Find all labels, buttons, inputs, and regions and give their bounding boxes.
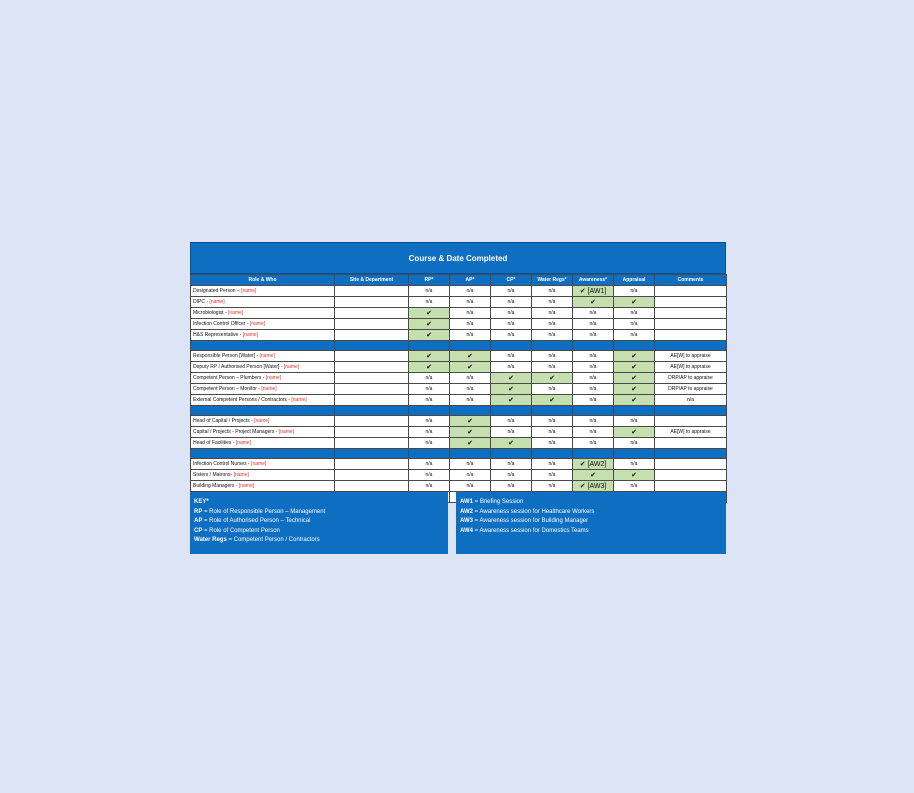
key-def: = Role of Competent Person [202,527,280,534]
separator-cell [409,449,450,459]
table-row [191,438,727,449]
awareness-cell: n/a [573,373,614,384]
name-placeholder: [name] [254,417,270,424]
separator-cell [450,341,491,351]
key-term: AP [194,518,203,524]
key-def: = Awareness session for Building Manager [473,518,589,524]
role-label: Building Managers - [193,482,239,489]
role-label: Competent Person – Plumbers - [193,374,266,381]
separator-cell [335,341,409,351]
cp-cell: n/a [491,319,532,330]
key-def: = Competent Person / Contractors [226,537,320,543]
header-appraisal: Appraisal [614,275,655,286]
appraisal-cell: ✔ [614,395,655,406]
rp-cell: ✔ [409,319,450,330]
awareness-cell: ✔ [573,470,614,481]
table-row [191,286,727,297]
site-department-cell [335,373,409,384]
key-term: Water Regs [194,537,227,543]
comment-cell: AE[W] to appraise [655,351,727,362]
table-row [191,384,727,395]
key-item [460,498,722,508]
ap-cell: n/a [450,470,491,481]
key-box-awareness [456,492,726,554]
table-row [191,330,727,341]
role-label: Infection Control Nurses - [193,460,252,467]
separator-cell [191,406,335,416]
header-rp: RP* [409,275,450,286]
comment-cell: AE[W] to appraise [655,427,727,438]
key-term: CP [194,527,203,534]
rp-cell: n/a [409,481,450,492]
site-department-cell [335,319,409,330]
key-def: = Awareness session for Domestics Teams [473,527,589,534]
separator-cell [335,449,409,459]
site-department-cell [335,459,409,470]
rp-cell: n/a [409,438,450,449]
separator-cell [614,406,655,416]
name-placeholder: [name] [241,287,257,294]
role-label: Head of Facilities - [193,439,236,446]
awareness-cell: ✔ [AW2] [573,459,614,470]
separator-cell [191,449,335,459]
cp-cell: ✔ [491,373,532,384]
rp-cell: n/a [409,395,450,406]
comment-cell [655,319,727,330]
role-cell [191,481,335,492]
separator-cell [409,341,450,351]
separator-cell [614,341,655,351]
rp-cell: n/a [409,373,450,384]
comment-cell [655,416,727,427]
name-placeholder: [name] [259,352,275,359]
ap-cell: ✔ [450,416,491,427]
group-separator [191,341,727,351]
role-label: DIPC - [193,298,210,305]
table-row [191,308,727,319]
header-row [191,275,727,286]
role-label: Sisters / Matrons- [193,471,234,478]
separator-cell [532,449,573,459]
comment-cell [655,459,727,470]
site-department-cell [335,297,409,308]
key-def: = Role of Authorised Person – Technical [202,518,311,524]
group-separator [191,406,727,416]
role-cell [191,308,335,319]
role-cell [191,459,335,470]
role-cell [191,297,335,308]
comment-cell [655,286,727,297]
ap-cell: ✔ [450,427,491,438]
name-placeholder: [name] [209,298,225,305]
separator-cell [655,341,727,351]
key-section [190,492,726,554]
cp-cell: n/a [491,481,532,492]
separator-cell [491,406,532,416]
table-row [191,362,727,373]
cp-cell: n/a [491,470,532,481]
key-item [460,517,722,527]
group-separator [191,449,727,459]
cp-cell: n/a [491,351,532,362]
table-row [191,319,727,330]
separator-cell [655,406,727,416]
table-body [191,286,727,503]
role-label: H&S Representative - [193,331,243,338]
appraisal-cell: ✔ [614,297,655,308]
rp-cell: n/a [409,427,450,438]
separator-cell [573,449,614,459]
header-cp: CP* [491,275,532,286]
rp-cell: n/a [409,384,450,395]
role-label: External Competent Persons / Contractors - [193,396,292,403]
table-row [191,416,727,427]
name-placeholder: [name] [283,363,300,370]
table-row [191,373,727,384]
name-placeholder: [name] [265,374,282,381]
role-cell [191,373,335,384]
cp-cell: ✔ [491,395,532,406]
comment-cell: AE[W] to appraise [655,362,727,373]
cp-cell: n/a [491,427,532,438]
water-regs-cell: n/a [532,459,573,470]
name-placeholder: [name] [249,320,266,327]
water-regs-cell: n/a [532,438,573,449]
appraisal-cell: ✔ [614,362,655,373]
rp-cell: n/a [409,416,450,427]
comment-cell [655,297,727,308]
rp-cell: ✔ [409,330,450,341]
key-def: = Briefing Session [473,499,524,505]
separator-cell [573,341,614,351]
comment-cell [655,308,727,319]
site-department-cell [335,286,409,297]
cp-cell: n/a [491,308,532,319]
comment-cell: n/a [655,395,727,406]
role-cell [191,351,335,362]
awareness-cell: n/a [573,351,614,362]
site-department-cell [335,351,409,362]
ap-cell: n/a [450,395,491,406]
name-placeholder: [name] [242,331,259,338]
cp-cell: n/a [491,416,532,427]
role-label: Responsible Person [Water] - [193,352,260,359]
key-heading: KEY* [194,499,209,505]
name-placeholder: [name] [228,309,244,316]
role-label: Designated Person – [193,287,242,294]
key-item [194,508,444,518]
water-regs-cell: n/a [532,297,573,308]
site-department-cell [335,438,409,449]
separator-cell [191,341,335,351]
comment-cell: DRP/AP to appraise [655,384,727,395]
role-label: Head of Capital / Projects - [193,417,255,424]
water-regs-cell: n/a [532,286,573,297]
name-placeholder: [name] [291,396,307,403]
awareness-cell: n/a [573,438,614,449]
ap-cell: n/a [450,308,491,319]
comment-cell [655,330,727,341]
role-cell [191,330,335,341]
table-row [191,351,727,362]
separator-cell [532,406,573,416]
rp-cell: n/a [409,459,450,470]
ap-cell: n/a [450,297,491,308]
ap-cell: n/a [450,286,491,297]
ap-cell: n/a [450,373,491,384]
water-regs-cell: n/a [532,384,573,395]
appraisal-cell: ✔ [614,373,655,384]
appraisal-cell: ✔ [614,427,655,438]
key-box-roles [190,492,448,554]
awareness-cell: n/a [573,427,614,438]
appraisal-cell: n/a [614,308,655,319]
site-department-cell [335,395,409,406]
separator-cell [573,406,614,416]
role-cell [191,362,335,373]
water-regs-cell: n/a [532,470,573,481]
site-department-cell [335,384,409,395]
separator-cell [450,406,491,416]
awareness-cell: n/a [573,362,614,373]
separator-cell [655,449,727,459]
cp-cell: n/a [491,459,532,470]
site-department-cell [335,330,409,341]
appraisal-cell: ✔ [614,470,655,481]
rp-cell: ✔ [409,351,450,362]
header-role: Role & Who [191,275,335,286]
header-awareness: Awareness* [573,275,614,286]
separator-cell [614,449,655,459]
role-label: Capital / Projects - Project Managers - [193,428,279,435]
separator-cell [532,341,573,351]
ap-cell: n/a [450,319,491,330]
rp-cell: n/a [409,297,450,308]
cp-cell: n/a [491,330,532,341]
rp-cell: n/a [409,470,450,481]
site-department-cell [335,470,409,481]
site-department-cell [335,416,409,427]
ap-cell: n/a [450,481,491,492]
awareness-cell: n/a [573,384,614,395]
role-label: Infection Control Officer - [193,320,250,327]
appraisal-cell: n/a [614,286,655,297]
appraisal-cell: n/a [614,481,655,492]
rp-cell: ✔ [409,362,450,373]
water-regs-cell: n/a [532,330,573,341]
role-cell [191,384,335,395]
water-regs-cell: n/a [532,481,573,492]
water-regs-cell: ✔ [532,395,573,406]
separator-cell [335,406,409,416]
name-placeholder: [name] [233,471,249,478]
ap-cell: n/a [450,459,491,470]
role-cell [191,416,335,427]
role-cell [191,427,335,438]
role-cell [191,395,335,406]
site-department-cell [335,427,409,438]
key-item [194,527,444,537]
appraisal-cell: n/a [614,330,655,341]
table-row [191,459,727,470]
role-cell [191,286,335,297]
role-cell [191,470,335,481]
rp-cell: ✔ [409,308,450,319]
table-row [191,481,727,492]
cp-cell: n/a [491,297,532,308]
role-label: Deputy RP / Authorised Person [Water] - [193,363,284,370]
training-matrix [190,242,726,503]
name-placeholder: [name] [238,482,255,489]
key-def: = Awareness session for Healthcare Workers [473,508,595,515]
key-term: AW2 [460,508,474,515]
awareness-cell: n/a [573,308,614,319]
site-department-cell [335,362,409,373]
role-cell [191,438,335,449]
appraisal-cell: n/a [614,319,655,330]
water-regs-cell: n/a [532,319,573,330]
name-placeholder: [name] [278,428,295,435]
awareness-cell: n/a [573,416,614,427]
cp-cell: ✔ [491,438,532,449]
name-placeholder: [name] [251,460,267,467]
water-regs-cell: n/a [532,427,573,438]
name-placeholder: [name] [261,385,277,392]
table-row [191,427,727,438]
role-label: Competent Person – Monitor - [193,385,262,392]
cp-cell: n/a [491,286,532,297]
ap-cell: ✔ [450,438,491,449]
appraisal-cell: ✔ [614,384,655,395]
key-term: RP [194,508,203,515]
water-regs-cell: n/a [532,308,573,319]
ap-cell: n/a [450,384,491,395]
ap-cell: n/a [450,330,491,341]
comment-cell [655,438,727,449]
appraisal-cell: n/a [614,438,655,449]
water-regs-cell: n/a [532,362,573,373]
awareness-cell: ✔ [AW1] [573,286,614,297]
training-table [190,274,727,503]
site-department-cell [335,481,409,492]
comment-cell [655,470,727,481]
key-item [194,517,444,527]
table-row [191,297,727,308]
appraisal-cell: n/a [614,416,655,427]
appraisal-cell: n/a [614,459,655,470]
header-comments: Comments [655,275,727,286]
name-placeholder: [name] [235,439,252,446]
header-ap: AP* [450,275,491,286]
ap-cell: ✔ [450,362,491,373]
separator-cell [409,406,450,416]
key-item [460,527,722,537]
key-item [460,508,722,518]
header-site: Site & Department [335,275,409,286]
header-water-regs: Water Regs* [532,275,573,286]
ap-cell: ✔ [450,351,491,362]
role-cell [191,319,335,330]
water-regs-cell: n/a [532,351,573,362]
water-regs-cell: n/a [532,416,573,427]
role-label: Microbiologist - [193,309,229,316]
table-row [191,470,727,481]
key-term: AW1 [460,499,474,505]
separator-cell [491,341,532,351]
key-def: = Role of Responsible Person – Management [202,508,326,515]
matrix-title: Course & Date Completed [190,242,726,274]
key-term: AW3 [460,518,474,524]
key-term: AW4 [460,527,474,534]
separator-cell [450,449,491,459]
comment-cell [655,481,727,492]
separator-cell [491,449,532,459]
awareness-cell: ✔ [573,297,614,308]
rp-cell: n/a [409,286,450,297]
awareness-cell: n/a [573,319,614,330]
cp-cell: ✔ [491,384,532,395]
awareness-cell: n/a [573,395,614,406]
awareness-cell: n/a [573,330,614,341]
appraisal-cell: ✔ [614,351,655,362]
comment-cell: DRP/AP to appraise [655,373,727,384]
water-regs-cell: ✔ [532,373,573,384]
cp-cell: n/a [491,362,532,373]
key-item [194,536,444,546]
table-row [191,395,727,406]
awareness-cell: ✔ [AW3] [573,481,614,492]
site-department-cell [335,308,409,319]
